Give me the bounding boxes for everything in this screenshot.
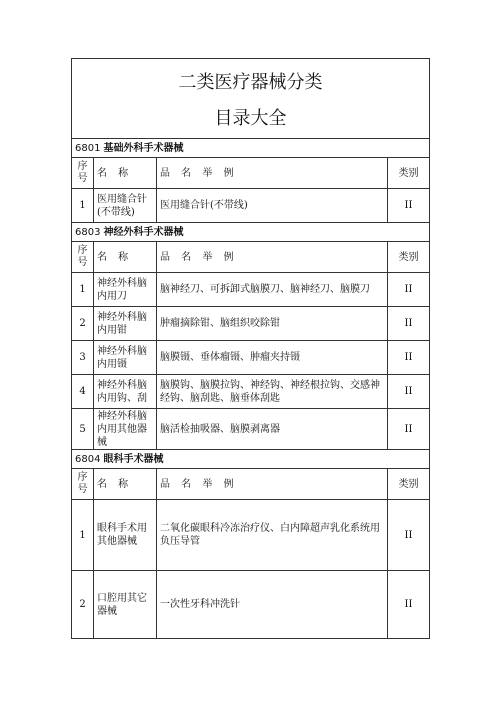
row-name: 神经外科脑内用钩、刮: [94, 375, 157, 409]
row-examples: 脑膜镊、垂体瘤镊、肿瘤夹持镊: [157, 341, 388, 375]
row-class: II: [388, 571, 430, 639]
header-examples: 品 名 举 例: [157, 158, 388, 189]
row-class: II: [388, 375, 430, 409]
column-header-row: [72, 242, 430, 273]
page-subtitle: 目录大全: [214, 107, 287, 129]
header-name: 名 称: [94, 158, 157, 189]
catalog-table: [71, 58, 430, 639]
row-class: II: [388, 409, 430, 450]
table-row: [72, 375, 430, 409]
table-row: [72, 307, 430, 341]
section-name: 基础外科手术器械: [103, 142, 184, 154]
section-heading: [72, 450, 430, 469]
row-name: 神经外科脑内用刀: [94, 273, 157, 307]
row-examples: 脑膜钩、脑膜拉钩、神经钩、神经根拉钩、交感神经钩、脑刮匙、脑垂体刮匙: [157, 375, 388, 409]
page-title: 二类医疗器械分类: [178, 71, 323, 93]
section-code: 6801: [75, 142, 101, 154]
header-no: 序号: [72, 158, 94, 189]
row-name: 神经外科脑内用镊: [94, 341, 157, 375]
section-name: 神经外科手术器械: [103, 226, 184, 238]
row-examples: 肿瘤摘除钳、脑组织咬除钳: [157, 307, 388, 341]
table-row: [72, 409, 430, 450]
row-examples: 医用缝合针(不带线): [157, 189, 388, 223]
row-name: 眼科手术用其他器械: [94, 500, 157, 571]
row-number: 1: [72, 500, 94, 571]
table-row: [72, 341, 430, 375]
table-row: [72, 273, 430, 307]
row-number: 4: [72, 375, 94, 409]
row-number: 1: [72, 273, 94, 307]
row-name: 医用缝合针(不带线): [94, 189, 157, 223]
header-class: 类别: [388, 158, 430, 189]
section-row: [72, 450, 430, 469]
row-number: 5: [72, 409, 94, 450]
row-name: 口腔用其它器械: [94, 571, 157, 639]
row-number: 2: [72, 571, 94, 639]
table-row: [72, 500, 430, 571]
title-row: [72, 59, 430, 139]
header-examples: 品 名 举 例: [157, 469, 388, 500]
section-heading: [72, 223, 430, 242]
row-examples: 一次性牙科冲洗针: [157, 571, 388, 639]
header-class: 类别: [388, 242, 430, 273]
row-name: 神经外科脑内用其他器械: [94, 409, 157, 450]
title-cell: [72, 59, 430, 139]
row-name: 神经外科脑内用钳: [94, 307, 157, 341]
row-examples: 脑神经刀、可拆卸式脑膜刀、脑神经刀、脑膜刀: [157, 273, 388, 307]
row-number: 1: [72, 189, 94, 223]
section-row: [72, 223, 430, 242]
row-examples: 二氧化碳眼科冷冻治疗仪、白内障超声乳化系统用负压导管: [157, 500, 388, 571]
section-code: 6804: [75, 453, 101, 465]
table-row: [72, 189, 430, 223]
header-no: 序号: [72, 469, 94, 500]
header-examples: 品 名 举 例: [157, 242, 388, 273]
row-class: II: [388, 189, 430, 223]
column-header-row: [72, 158, 430, 189]
document: [71, 58, 429, 639]
column-header-row: [72, 469, 430, 500]
table-row: [72, 571, 430, 639]
section-name: 眼科手术器械: [103, 453, 164, 465]
row-examples: 脑活检抽吸器、脑膜剥离器: [157, 409, 388, 450]
header-no: 序号: [72, 242, 94, 273]
header-name: 名 称: [94, 469, 157, 500]
row-class: II: [388, 341, 430, 375]
section-code: 6803: [75, 226, 101, 238]
row-class: II: [388, 500, 430, 571]
row-number: 3: [72, 341, 94, 375]
row-class: II: [388, 273, 430, 307]
header-name: 名 称: [94, 242, 157, 273]
header-class: 类别: [388, 469, 430, 500]
row-number: 2: [72, 307, 94, 341]
row-class: II: [388, 307, 430, 341]
section-heading: [72, 139, 430, 158]
section-row: [72, 139, 430, 158]
